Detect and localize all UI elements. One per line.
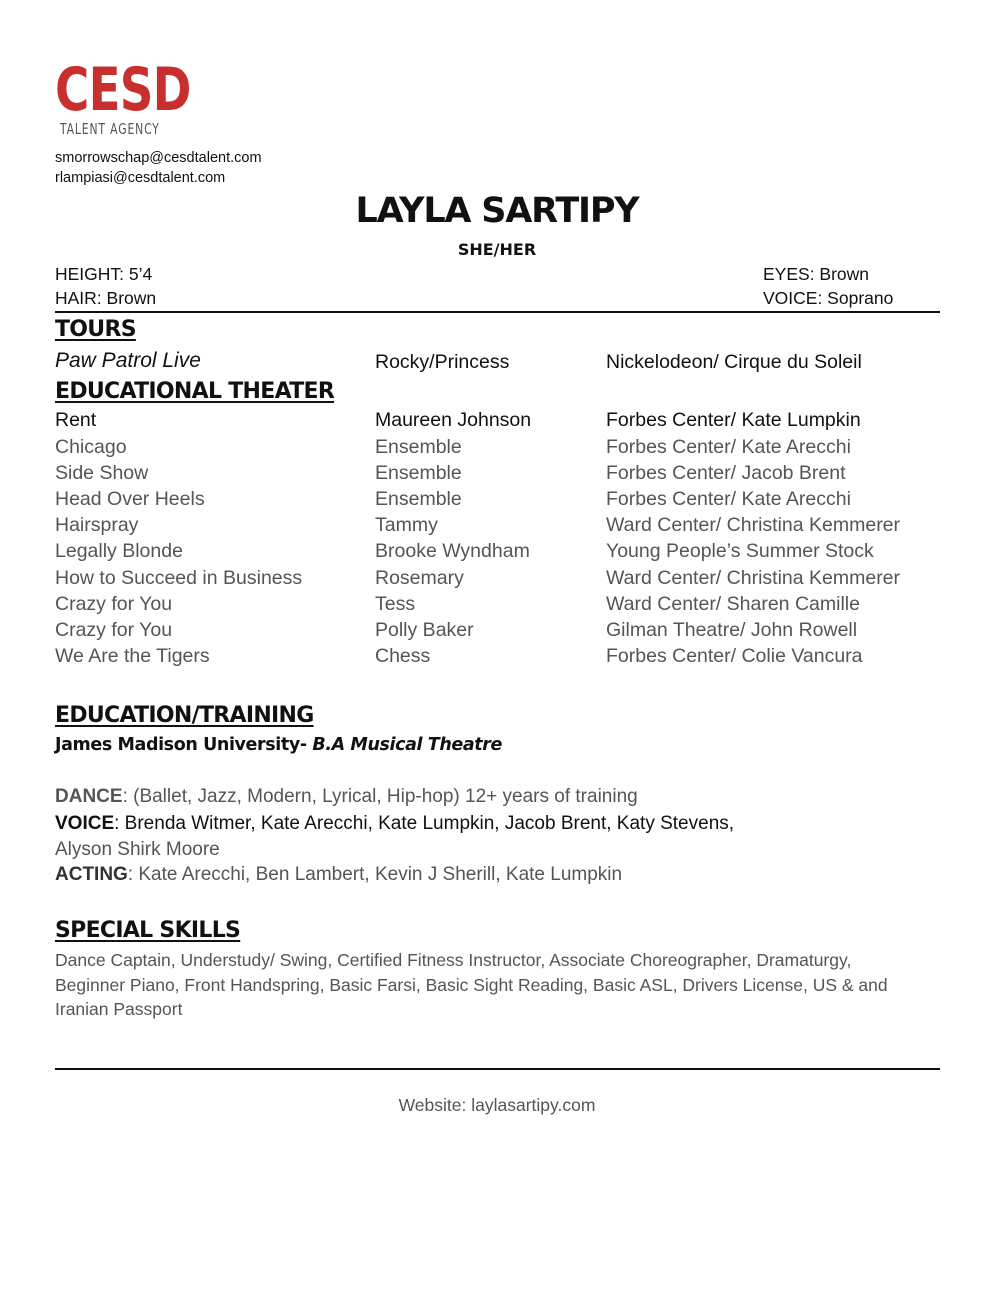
credit-show: Rent xyxy=(55,409,97,431)
credit-venue: Ward Center/ Sharen Camille xyxy=(606,593,860,615)
credit-role: Ensemble xyxy=(375,488,462,510)
credit-role: Tammy xyxy=(375,514,438,536)
website-link[interactable]: Website: laylasartipy.com xyxy=(398,1095,596,1115)
credit-show: Chicago xyxy=(55,436,127,458)
school-line xyxy=(55,734,502,756)
credit-venue: Ward Center/ Christina Kemmerer xyxy=(606,514,901,536)
dance-training xyxy=(55,785,638,809)
credit-venue: Young People’s Summer Stock xyxy=(606,540,874,562)
credit-show: Head Over Heels xyxy=(55,488,205,510)
credit-venue: Forbes Center/ Colie Vancura xyxy=(606,645,863,667)
credit-show: Legally Blonde xyxy=(55,540,183,562)
credit-role: Tess xyxy=(375,593,416,615)
credit-role: Ensemble xyxy=(375,462,462,484)
education-heading: EDUCATION/TRAINING xyxy=(55,703,314,728)
hair-stat: HAIR: Brown xyxy=(55,288,157,308)
tour-venue: Nickelodeon/ Cirque du Soleil xyxy=(606,351,862,373)
educational-theater-heading: EDUCATIONAL THEATER xyxy=(55,379,335,404)
voice-training xyxy=(55,812,734,836)
credit-show: Crazy for You xyxy=(55,619,173,641)
credit-role: Rosemary xyxy=(375,567,464,589)
credit-venue: Forbes Center/ Kate Lumpkin xyxy=(606,409,861,431)
voice-label: VOICE xyxy=(55,813,115,834)
credit-venue: Forbes Center/ Kate Arecchi xyxy=(606,488,851,510)
eyes-stat: EYES: Brown xyxy=(763,264,870,284)
acting-label: ACTING xyxy=(55,864,128,885)
tour-show: Paw Patrol Live xyxy=(55,349,201,372)
voice-text: : Brenda Witmer, Kate Arecchi, Kate Lumpkin, Jacob Brent, Katy Stevens, xyxy=(114,813,735,834)
special-skills-heading: SPECIAL SKILLS xyxy=(55,918,241,943)
footer-divider xyxy=(55,1068,940,1070)
acting-training xyxy=(55,863,622,887)
credit-role: Ensemble xyxy=(375,436,462,458)
tour-role: Rocky/Princess xyxy=(375,351,510,373)
credit-venue: Forbes Center/ Jacob Brent xyxy=(606,462,846,484)
agent-email-2[interactable]: rlampiasi@cesdtalent.com xyxy=(55,170,226,186)
dance-text: : (Ballet, Jazz, Modern, Lyrical, Hip-hop) 12+ years of training xyxy=(122,786,638,807)
pronouns: SHE/HER xyxy=(457,240,537,259)
credit-venue: Gilman Theatre/ John Rowell xyxy=(606,619,858,641)
height-stat: HEIGHT: 5’4 xyxy=(55,264,153,284)
credit-role: Maureen Johnson xyxy=(375,409,532,431)
dance-label: DANCE xyxy=(55,786,123,807)
credit-venue: Ward Center/ Christina Kemmerer xyxy=(606,567,901,589)
agent-email-1[interactable]: smorrowschap@cesdtalent.com xyxy=(55,150,262,166)
performer-name: LAYLA SARTIPY xyxy=(355,191,639,231)
acting-text: : Kate Arecchi, Ben Lambert, Kevin J Sherill, Kate Lumpkin xyxy=(127,864,623,885)
tours-heading: TOURS xyxy=(55,317,136,342)
credit-show: We Are the Tigers xyxy=(55,645,210,667)
degree: B.A Musical Theatre xyxy=(312,735,502,755)
credit-role: Polly Baker xyxy=(375,619,474,641)
credit-venue: Forbes Center/ Kate Arecchi xyxy=(606,436,851,458)
voice-stat: VOICE: Soprano xyxy=(763,288,894,308)
header-divider xyxy=(55,311,940,313)
credit-show: Hairspray xyxy=(55,514,139,536)
special-skills-text: Dance Captain, Understudy/ Swing, Certified Fitness Instructor, Associate Choreographer, Dramaturgy, Beginner Piano, Front Handspring, Basic Farsi, Basic Sight Reading, Basic ASL, Drivers License, US & and Iranian Passport xyxy=(55,950,888,1019)
credit-role: Chess xyxy=(375,645,431,667)
credit-show: Side Show xyxy=(55,462,149,484)
credit-show: Crazy for You xyxy=(55,593,173,615)
credit-show: How to Succeed in Business xyxy=(55,567,303,589)
agency-logo: CESD xyxy=(55,55,191,125)
credit-role: Brooke Wyndham xyxy=(375,540,530,562)
school-name: James Madison University- xyxy=(55,735,307,755)
voice-training-cont: Alyson Shirk Moore xyxy=(55,839,220,860)
agency-logo-subtitle: TALENT AGENCY xyxy=(60,120,160,138)
